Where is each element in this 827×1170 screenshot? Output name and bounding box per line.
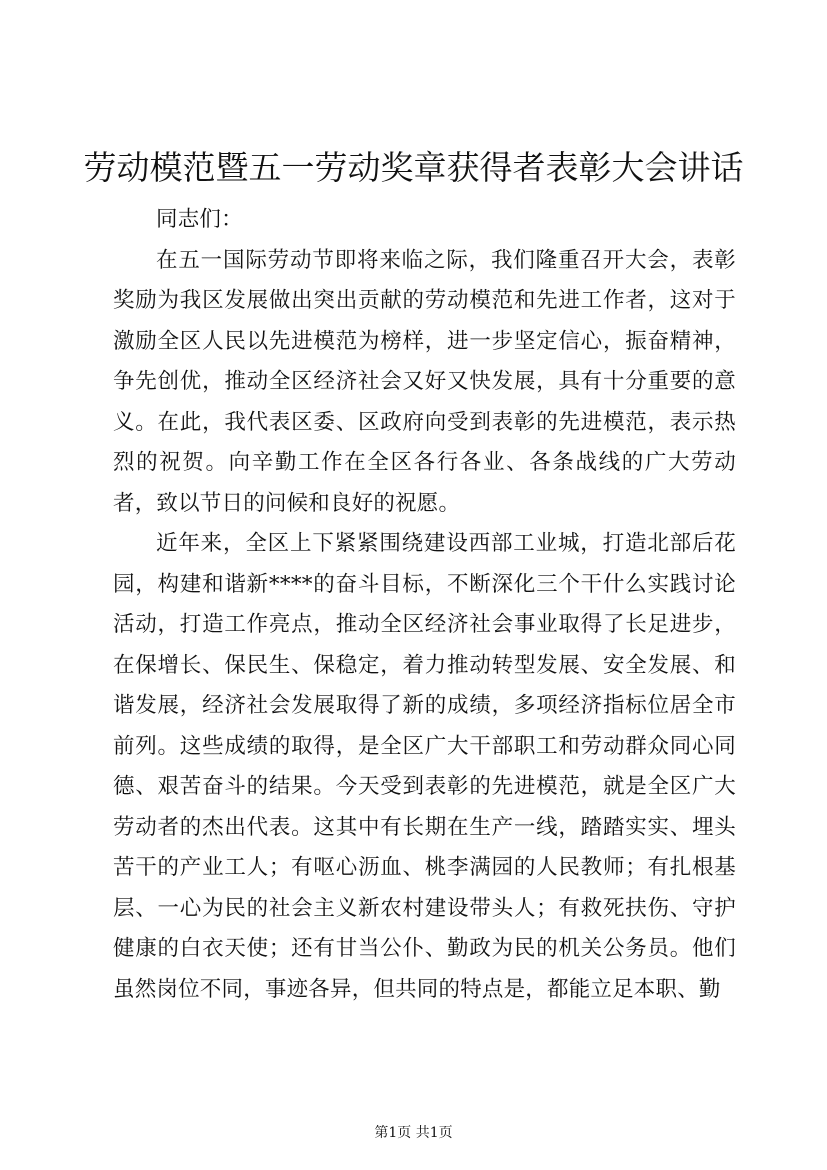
- page-footer: 第1页 共1页: [374, 1125, 453, 1141]
- document-title: 劳动模范暨五一劳动奖章获得者表彰大会讲话: [83, 148, 744, 187]
- paragraph-2: 近年来，全区上下紧紧围绕建设西部工业城，打造北部后花园，构建和谐新****的奋斗目标，不断深化三个干什么实践讨论活动，打造工作亮点，推动全区经济社会事业取得了长足进步，在保增长、保民生、保稳定，着力推动转型发展、安全发展、和谐发展，经济社会发展取得了新的成绩，多项经济指标位居全市前列。这些成绩的取得，是全区广大干部职工和劳动群众同心同德、艰苦奋斗的结果。今天受到表彰的先进模范，就是全区广大劳动者的杰出代表。这其中有长期在生产一线，踏踏实实、埋头苦干的产业工人；有呕心沥血、桃李满园的人民教师；有扎根基层、一心为民的社会主义新农村建设带头人；有救死扶伤、守护健康的白衣天使；还有甘当公仆、勤政为民的机关公务员。他们虽然岗位不同，事迹各异，但共同的特点是，都能立足本职、勤: [113, 531, 736, 1002]
- paragraph-1: 在五一国际劳动节即将来临之际，我们隆重召开大会，表彰奖励为我区发展做出突出贡献的劳动模范和先进工作者，这对于激励全区人民以先进模范为榜样，进一步坚定信心，振奋精神，争先创优，推动全区经济社会又好又快发展，具有十分重要的意义。在此，我代表区委、区政府向受到表彰的先进模范，表示热烈的祝贺。向辛勤工作在全区各行各业、各条战线的广大劳动者，致以节日的问候和良好的祝愿。: [113, 247, 736, 516]
- document-body: [113, 200, 736, 1010]
- salutation: 同志们：: [156, 207, 243, 232]
